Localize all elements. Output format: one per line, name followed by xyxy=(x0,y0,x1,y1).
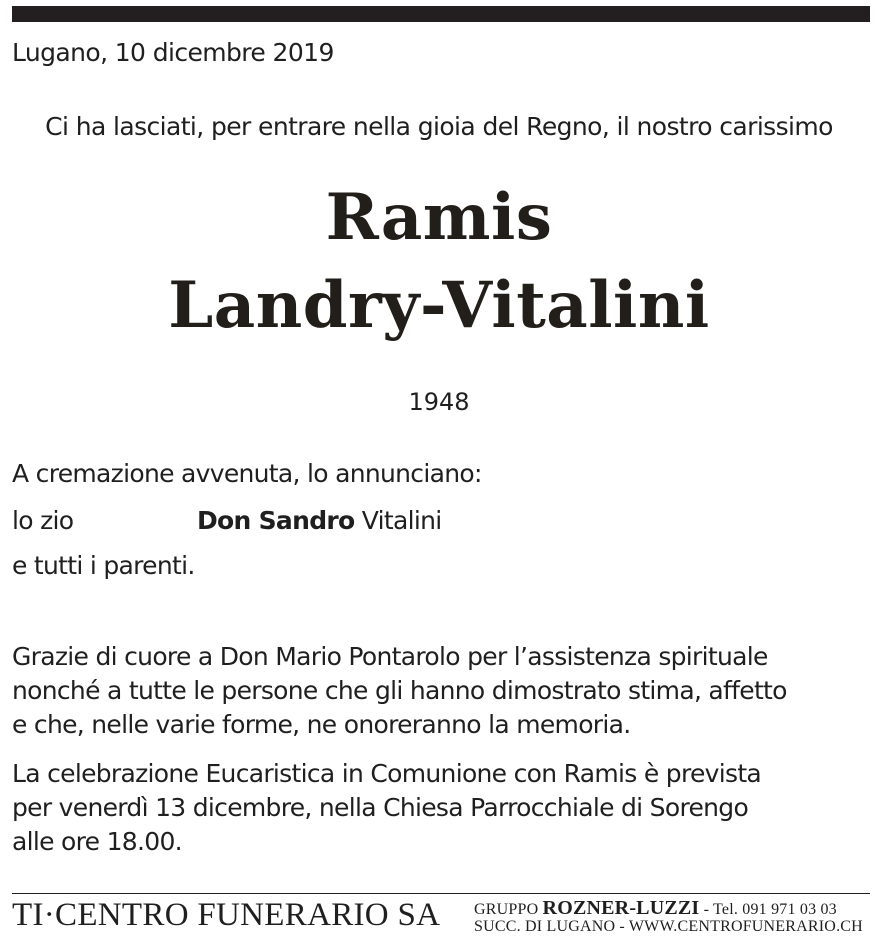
relative-name-rest: Vitalini xyxy=(354,506,442,535)
relative-relation: lo zio xyxy=(12,506,74,535)
footer-tel: - Tel. 091 971 03 03 xyxy=(699,901,837,918)
thanks-line: e che, nelle varie forme, ne onoreranno la memoria. xyxy=(12,710,631,739)
deceased-first-name: Ramis xyxy=(325,180,553,255)
mass-line: alle ore 18.00. xyxy=(12,827,182,856)
mass-line: per venerdì 13 dicembre, nella Chiesa Parrocchiale di Sorengo xyxy=(12,793,749,822)
thanks-line: Grazie di cuore a Don Mario Pontarolo per l’assistenza spirituale xyxy=(12,642,768,671)
other-relatives: e tutti i parenti. xyxy=(12,551,195,580)
footer-group-line xyxy=(474,897,837,920)
deceased-last-name: Landry-Vitalini xyxy=(168,268,710,343)
mass-paragraph xyxy=(12,757,761,859)
footer-group-prefix: GRUPPO xyxy=(474,901,543,918)
place-date: Lugano, 10 dicembre 2019 xyxy=(12,38,334,67)
bottom-rule xyxy=(12,893,870,894)
relative-name-bold: Don Sandro xyxy=(197,506,355,535)
intro-text: Ci ha lasciati, per entrare nella gioia del Regno, il nostro carissimo xyxy=(45,112,833,141)
top-rule xyxy=(12,6,870,22)
thanks-paragraph xyxy=(12,640,787,742)
footer-branch-line: SUCC. DI LUGANO - WWW.CENTROFUNERARIO.CH xyxy=(474,918,863,935)
footer-group-name: ROZNER-LUZZI xyxy=(542,897,700,919)
announcement-text: A cremazione avvenuta, lo annunciano: xyxy=(12,459,482,488)
birth-year: 1948 xyxy=(408,388,470,416)
mass-line: La celebrazione Eucaristica in Comunione con Ramis è prevista xyxy=(12,759,762,788)
thanks-line: nonché a tutte le persone che gli hanno dimostrato stima, affetto xyxy=(12,676,787,705)
funeral-home-brand: TI·CENTRO FUNERARIO SA xyxy=(12,897,441,933)
relative-name xyxy=(197,506,441,535)
